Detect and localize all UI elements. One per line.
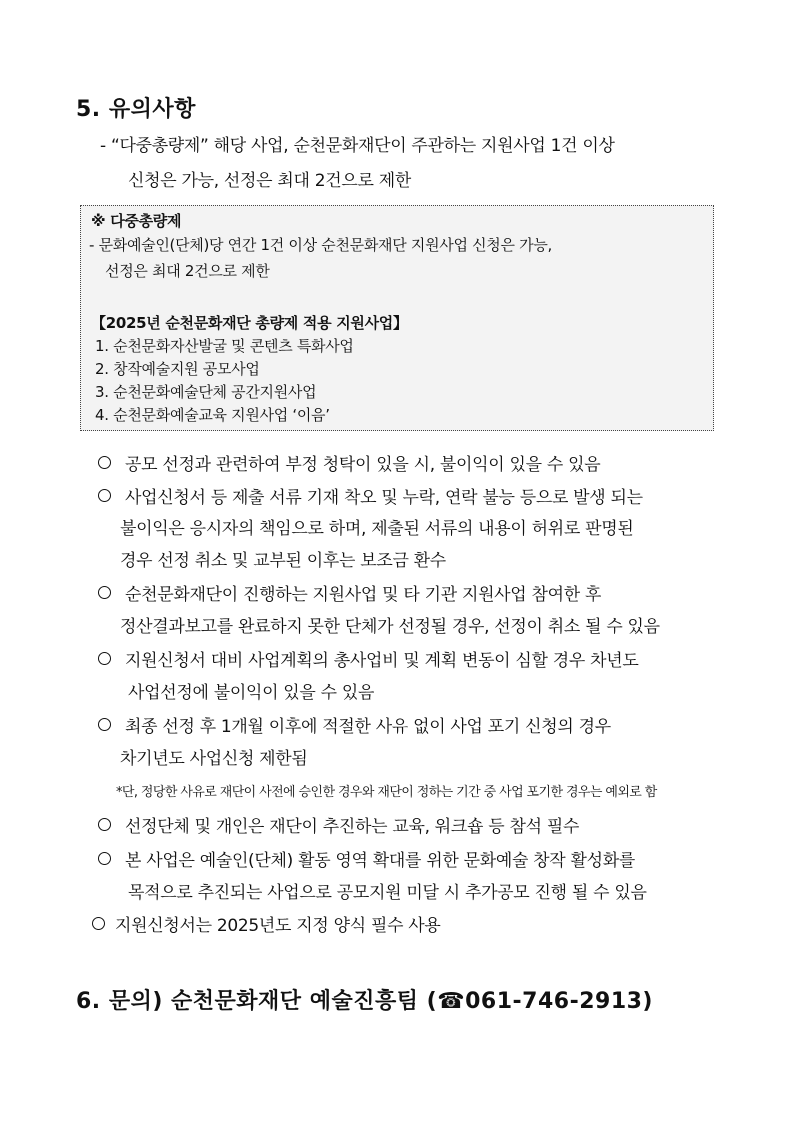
notice-2-line-2: 불이익은 응시자의 책임으로 하며, 제출된 서류의 내용이 허위로 판명된 [120,519,634,539]
circle-bullet-icon [98,818,111,831]
notice-text: 지원신청서는 2025년도 지정 양식 필수 사용 [115,916,441,936]
circle-bullet-icon [92,917,105,930]
circle-bullet-icon [98,852,111,865]
box-list-item: 4. 순천문화예술교육 지원사업 ‘이음’ [95,406,330,424]
notice-1 [98,450,600,475]
notice-text: 최종 선정 후 1개월 이후에 적절한 사유 없이 사업 포기 신청의 경우 [125,717,611,737]
box-list-item: 3. 순천문화예술단체 공간지원사업 [95,383,317,401]
circle-bullet-icon [98,586,111,599]
info-box [80,205,714,431]
circle-bullet-icon [98,718,111,731]
notice-text: 지원신청서 대비 사업계획의 총사업비 및 계획 변동이 심할 경우 차년도 [125,651,639,671]
circle-bullet-icon [98,456,111,469]
box-desc-line-2: 선정은 최대 2건으로 제한 [105,262,270,280]
notice-7-line-2: 목적으로 추진되는 사업으로 공모지원 미달 시 추가공모 진행 될 수 있음 [128,883,647,903]
section-5-title: 5. 유의사항 [76,97,196,122]
intro-line-1: - “다중총량제” 해당 사업, 순천문화재단이 주관하는 지원사업 1건 이상 [100,136,615,156]
box-list-title: 【2025년 순천문화재단 총량제 적용 지원사업】 [91,314,408,332]
notice-5-footnote: *단, 정당한 사유로 재단이 사전에 승인한 경우와 재단이 정하는 기간 중 사업 포기한 경우는 예외로 함 [116,785,657,800]
notice-text: 순천문화재단이 진행하는 지원사업 및 타 기관 지원사업 참여한 후 [125,585,602,605]
notice-6 [98,812,579,837]
notice-text: 선정단체 및 개인은 재단이 추진하는 교육, 워크숍 등 참석 필수 [125,817,580,837]
box-list-item: 2. 창작예술지원 공모사업 [95,360,260,378]
intro-line-2: 신청은 가능, 선정은 최대 2건으로 제한 [128,171,411,191]
box-heading: ※ 다중총량제 [91,212,182,230]
notice-5 [98,712,611,737]
notice-3-line-2: 정산결과보고를 완료하지 못한 단체가 선정될 경우, 선정이 취소 될 수 있음 [120,617,660,637]
box-list-item: 1. 순천문화자산발굴 및 콘텐츠 특화사업 [95,337,354,355]
notice-8 [92,911,441,936]
notice-5-line-2: 차기년도 사업신청 제한됨 [120,749,308,769]
notice-4-line-2: 사업선정에 불이익이 있을 수 있음 [128,683,375,703]
section-6-title: 6. 문의) 순천문화재단 예술진흥팀 (☎061-746-2913) [76,989,653,1014]
notice-3 [98,580,601,605]
notice-2-line-3: 경우 선정 취소 및 교부된 이후는 보조금 환수 [120,551,446,571]
notice-2 [98,483,643,508]
notice-text: 사업신청서 등 제출 서류 기재 착오 및 누락, 연락 불능 등으로 발생 되는 [125,488,643,508]
notice-text: 본 사업은 예술인(단체) 활동 영역 확대를 위한 문화예술 창작 활성화를 [125,851,636,871]
circle-bullet-icon [98,489,111,502]
circle-bullet-icon [98,652,111,665]
box-desc-line-1: - 문화예술인(단체)당 연간 1건 이상 순천문화재단 지원사업 신청은 가능, [89,236,552,254]
notice-4 [98,646,638,671]
notice-text: 공모 선정과 관련하여 부정 청탁이 있을 시, 불이익이 있을 수 있음 [125,455,601,475]
notice-7 [98,846,635,871]
